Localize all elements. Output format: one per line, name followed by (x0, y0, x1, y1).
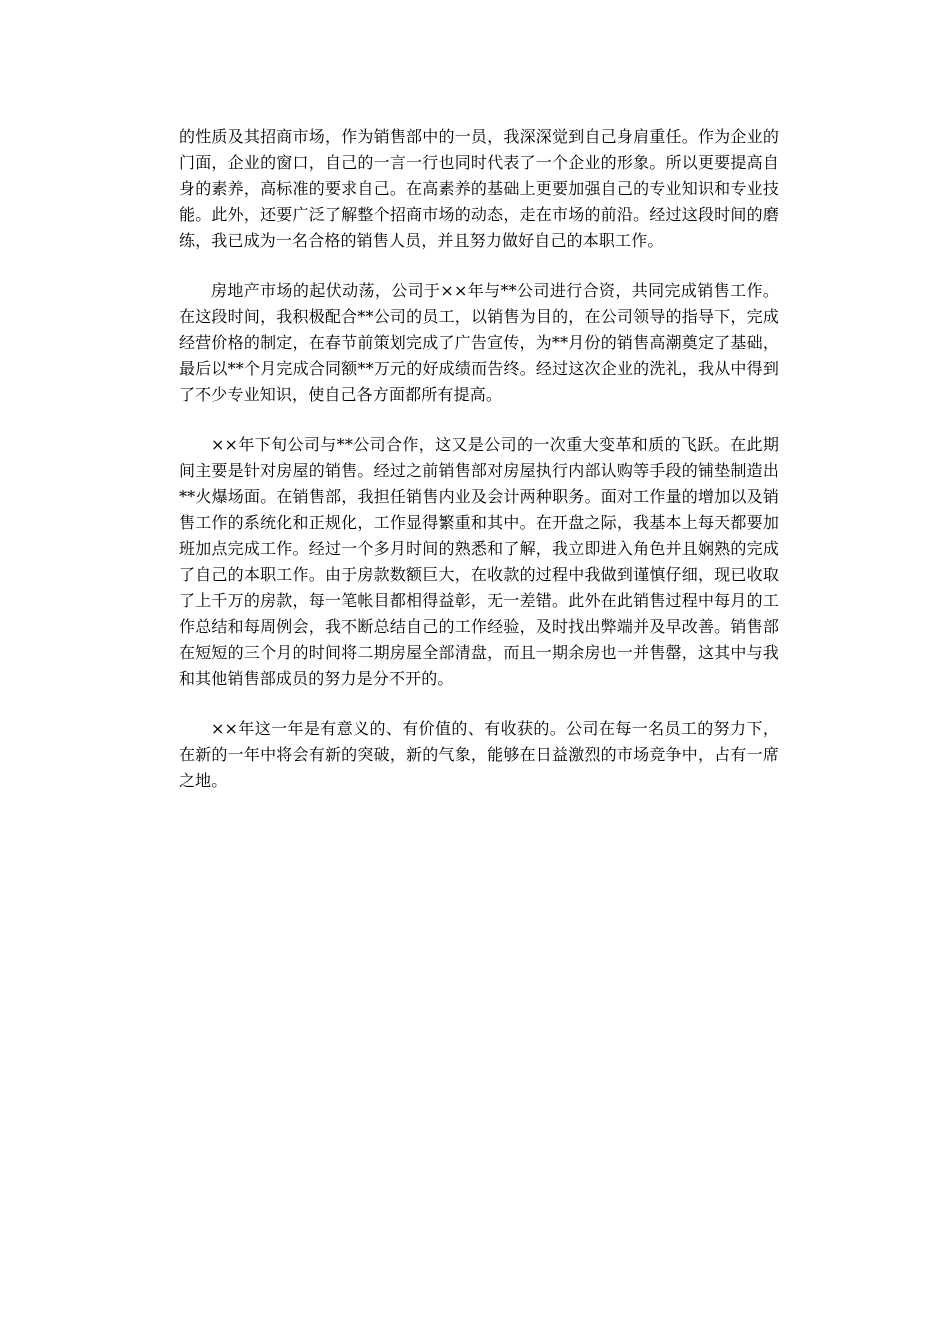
paragraph-2: 房地产市场的起伏动荡，公司于××年与**公司进行合资，共同完成销售工作。在这段时间，我积极配合**公司的员工，以销售为目的，在公司领导的指导下，完成经营价格的制定，在春节前策划完成了广告宣传，为**月份的销售高潮奠定了基础，最后以**个月完成合同额**万元的好成绩而告终。经过这次企业的洗礼，我从中得到了不少专业知识，使自己各方面都所有提高。 (179, 281, 779, 404)
paragraph-4: ××年这一年是有意义的、有价值的、有收获的。公司在每一名员工的努力下，在新的一年中将会有新的突破，新的气象，能够在日益激烈的市场竞争中，占有一席之地。 (179, 719, 779, 790)
document-body (179, 124, 779, 818)
paragraph-3: ××年下旬公司与**公司合作，这又是公司的一次重大变革和质的飞跃。在此期间主要是针对房屋的销售。经过之前销售部对房屋执行内部认购等手段的铺垫制造出**火爆场面。在销售部，我担任销售内业及会计两种职务。面对工作量的增加以及销售工作的系统化和正规化，工作显得繁重和其中。在开盘之际，我基本上每天都要加班加点完成工作。经过一个多月时间的熟悉和了解，我立即进入角色并且娴熟的完成了自己的本职工作。由于房款数额巨大，在收款的过程中我做到谨慎仔细，现已收取了上千万的房款，每一笔帐目都相得益彰，无一差错。此外在此销售过程中每月的工作总结和每周例会，我不断总结自己的工作经验，及时找出弊端并及早改善。销售部在短短的三个月的时间将二期房屋全部清盘，而且一期余房也一并售罄，这其中与我和其他销售部成员的努力是分不开的。 (179, 435, 779, 688)
paragraph-1: 的性质及其招商市场，作为销售部中的一员，我深深觉到自己身肩重任。作为企业的门面，企业的窗口，自己的一言一行也同时代表了一个企业的形象。所以更要提高自身的素养，高标准的要求自己。在高素养的基础上更要加强自己的专业知识和专业技能。此外，还要广泛了解整个招商市场的动态，走在市场的前沿。经过这段时间的磨练，我已成为一名合格的销售人员，并且努力做好自己的本职工作。 (179, 127, 779, 250)
